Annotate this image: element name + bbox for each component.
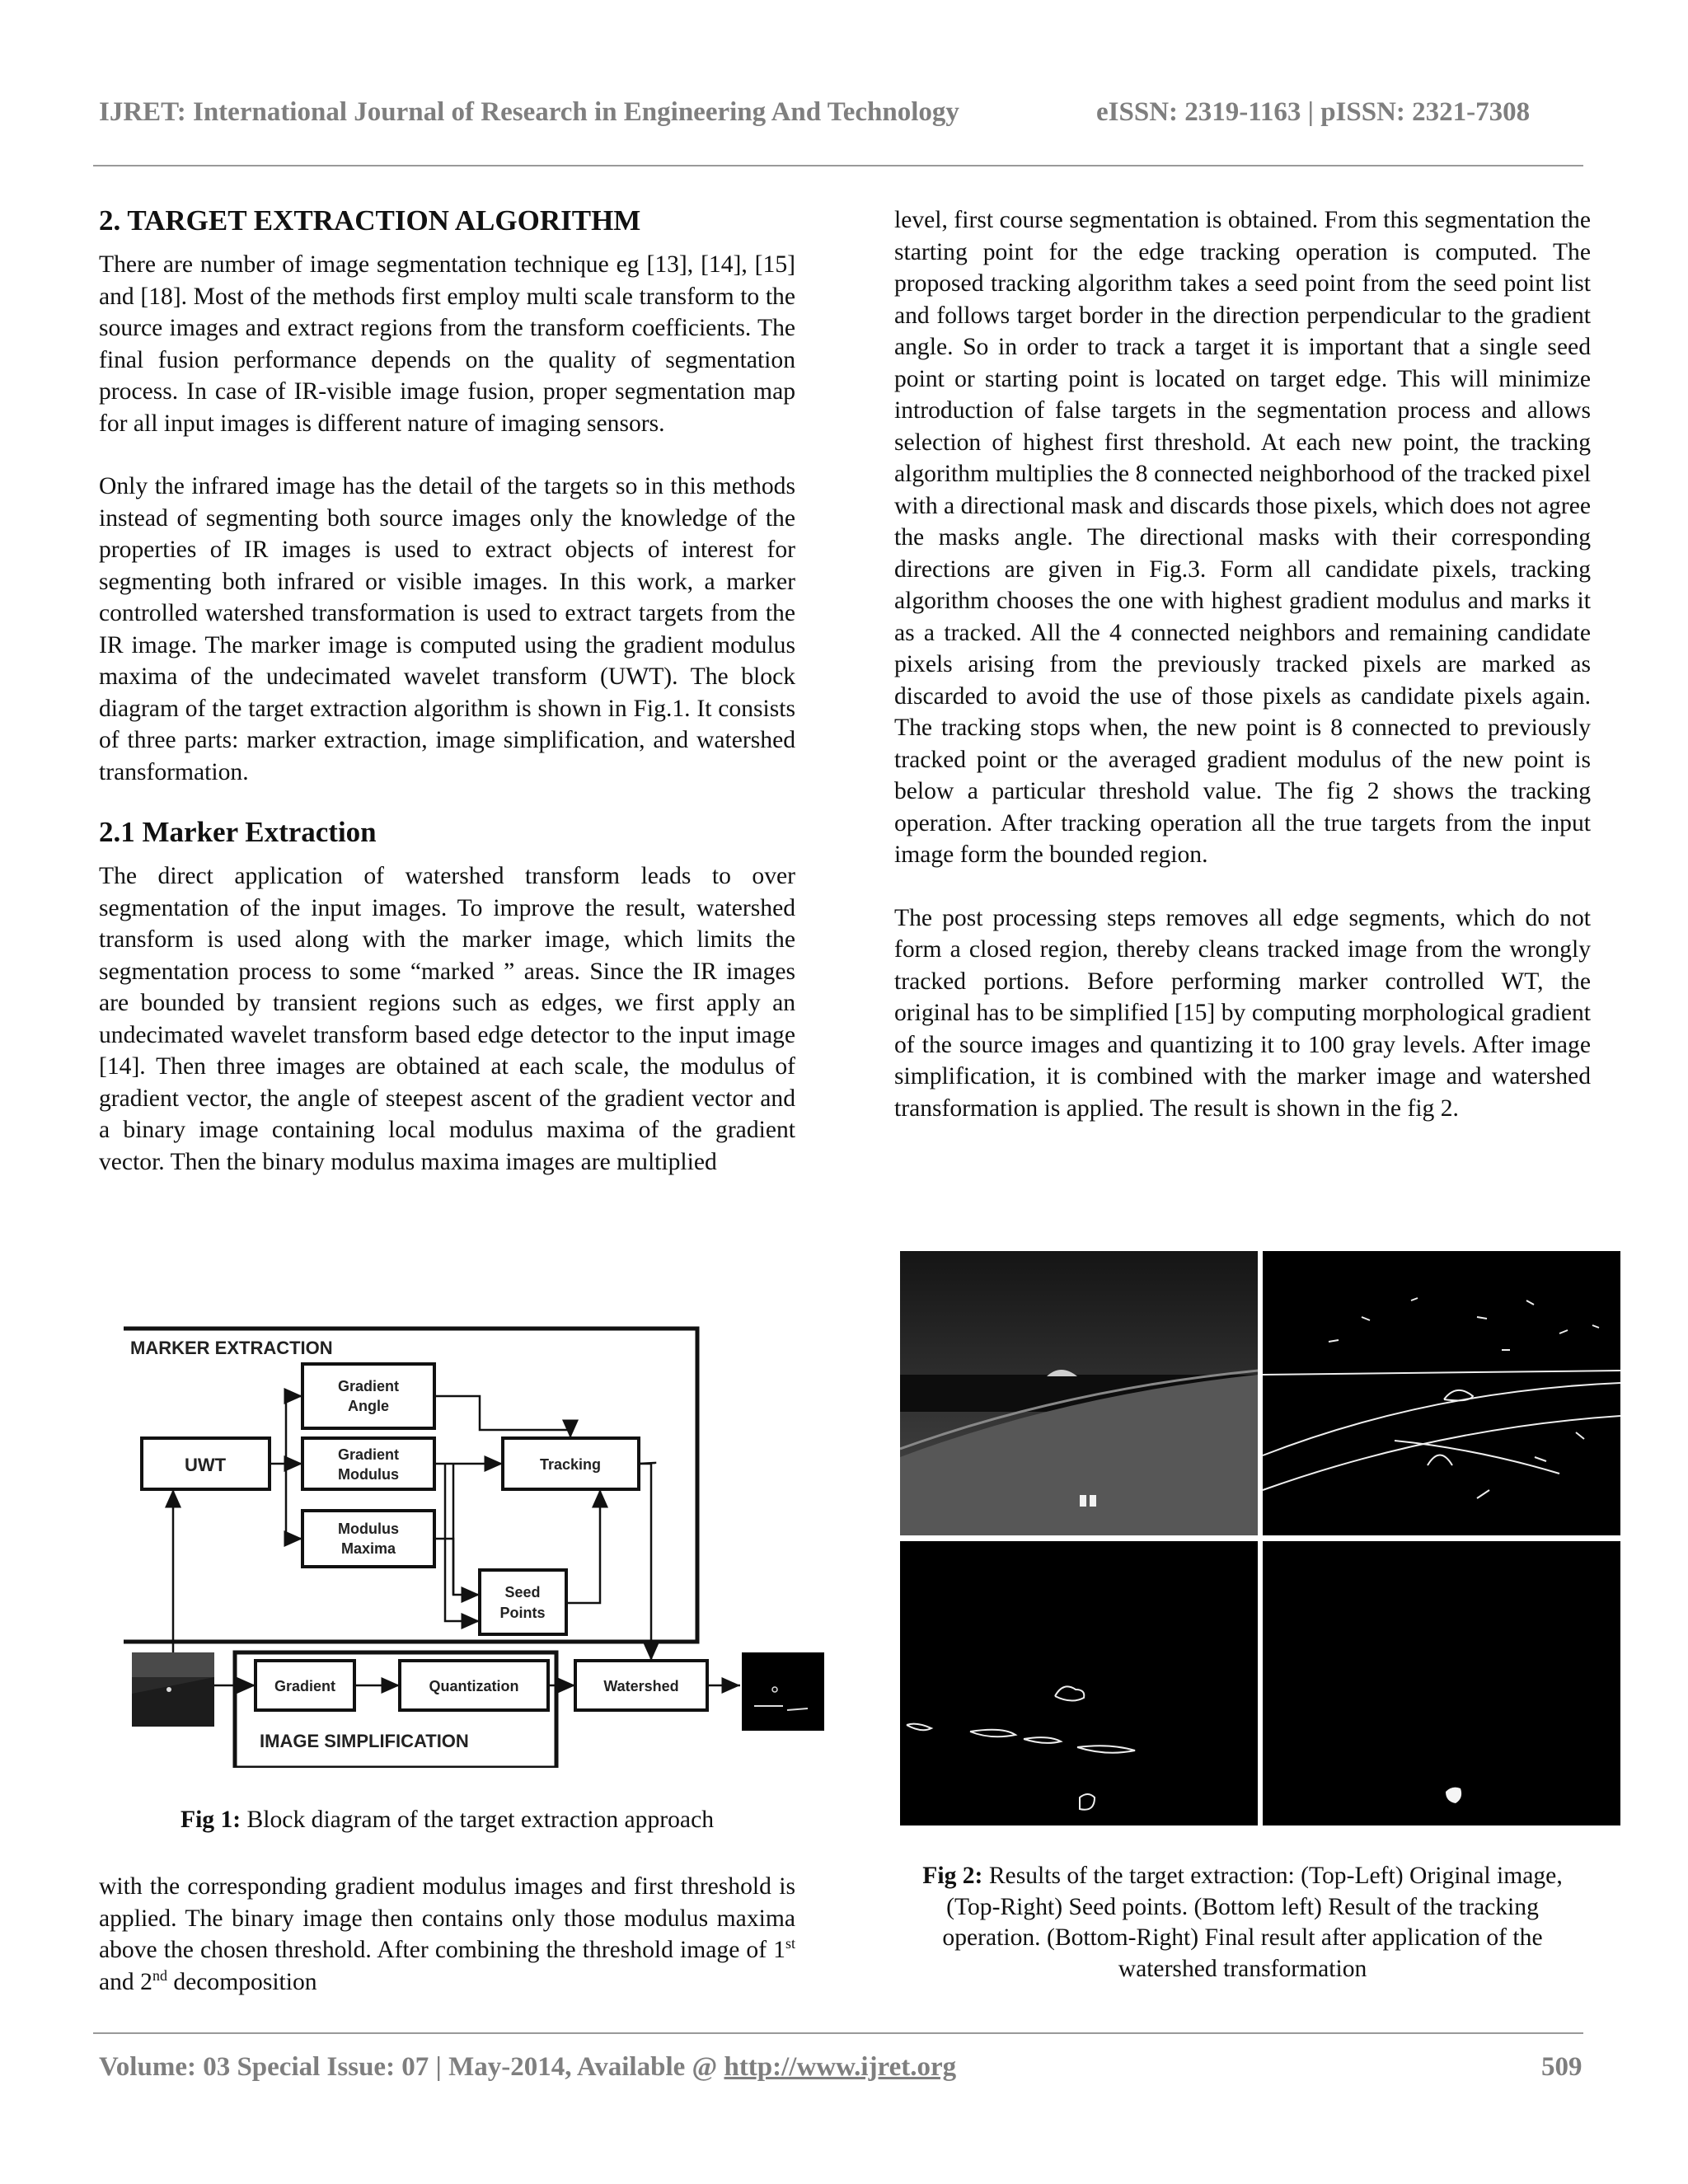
paragraph: level, first course segmentation is obtained. From this segmentation the starting point for the edge tracking operation is computed. The proposed tracking algorithm takes a seed point from the seed point list and follows target border in the direction perpendicular to the gradient angle. So in order to track a target it is important that a single seed point or starting point is located on target edge. This will minimize introduction of false targets in the segmentation process and allows selection of highest first threshold. At each new point, the tracking algorithm multiplies the 8 connected neighborhood of the tracked pixel with a directional mask and discards those pixels, which does not agree the masks angle. The directional masks with their corresponding directions are given in Fig.3. Form all candidate pixels, tracking algorithm chooses the one with highest gradient modulus and marks it as a tracked. All the 4 connected neighbors and remaining candidate pixels arising from the previously tracked pixels are marked as discarded to avoid the use of those pixels as candidate pixels again. The tracking stops when, the new point is 8 connected to previously tracked point or the averaged gradient modulus of the new point is below a particular threshold value. The fig 2 shows the tracking operation. After tracking operation all the true targets from the input image form the bounded region. [894,207,1591,868]
fig1-caption-text: Block diagram of the target extraction approach [241,1807,714,1833]
journal-title: IJRET: International Journal of Research in Engineering And Technology [99,97,959,127]
fig1-block-diagram [124,1323,832,1768]
fig2-caption [894,1861,1591,1985]
marker-extraction-frame [124,1329,697,1642]
left-column [99,204,795,1178]
gradient-angle-label: Angle [347,1398,390,1414]
footer-volume [99,2052,956,2083]
paragraph-text: and 2 [99,1968,152,1995]
fig1-label: Fig 1: [181,1807,241,1833]
output-thumbnail [742,1652,824,1731]
gradient-modulus-label: Gradient [337,1446,400,1463]
paragraph: There are number of image segmentation technique eg [13], [14], [15] and [18]. Most of the methods first employ multi scale transform to the source images and extract regions from the transform coefficients. The final fusion performance depends on the quality of segmentation process. In case of IR-visible image fusion, proper segmentation map for all input images is different nature of imaging sensors. [99,251,795,437]
footer-volume-text: Volume: 03 Special Issue: 07 | May-2014, Available @ [99,2052,724,2082]
page-number: 509 [1541,2052,1582,2082]
tracking-result-image [900,1541,1258,1825]
marker-extraction-title: MARKER EXTRACTION [130,1338,333,1358]
superscript: nd [152,1966,167,1984]
fig2-images [900,1251,1620,1825]
issn: eISSN: 2319-1163 | pISSN: 2321-7308 [1096,97,1531,127]
paragraph [99,1871,795,1998]
modulus-maxima-label: Modulus [338,1521,399,1537]
paragraph-text: decomposition [166,1968,317,1995]
gradient-label: Gradient [274,1678,336,1694]
image-simplification-title: IMAGE SIMPLIFICATION [260,1731,469,1751]
right-column [894,204,1591,1124]
paragraph: The post processing steps removes all edge segments, which do not form a closed region, thereby cleans tracked image from the wrongly tracked portions. Before performing marker controlled WT, the original has to be simplified [15] by computing morphological gradient of the source images and quantizing it to 100 gray levels. After image simplification, it is combined with the marker image and watershed transformation is applied. The result is shown in the fig 2. [894,904,1591,1122]
gradient-modulus-label: Modulus [338,1466,399,1483]
subsection-title: 2.1 Marker Extraction [99,816,377,848]
modulus-maxima-label: Maxima [340,1540,396,1557]
modulus-maxima-block [302,1511,434,1567]
fig2-image-grid [900,1251,1620,1825]
fig2-label: Fig 2: [922,1863,983,1889]
final-result-image [1263,1541,1620,1825]
header-rule [93,165,1583,166]
section-title: 2. TARGET EXTRACTION ALGORITHM [99,204,641,237]
left-column-continued [99,1871,795,1998]
superscript: st [785,1935,795,1952]
seed-points-label: Points [499,1605,546,1621]
paragraph: The direct application of watershed transform leads to over segmentation of the input images. To improve the result, watershed transform is used along with the marker image, which limits the segmentation process to some “marked ” areas. Since the IR images are bounded by transient regions such as edges, we first apply an undecimated wavelet transform based edge detector to the input image [14]. Then three images are obtained at each scale, the modulus of gradient vector, the angle of steepest ascent of the gradient vector and a binary image containing local modulus maxima of the gradient vector. Then the binary modulus maxima images are multiplied [99,863,795,1175]
quantization-label: Quantization [429,1678,519,1694]
gradient-angle-block [302,1364,434,1428]
fig2-caption-text: Results of the target extraction: (Top-Left) Original image, (Top-Right) Seed points. (Bottom left) Result of the tracking operation. (Bottom-Right) Final result after application of the watershed transformation [942,1863,1563,1982]
tracking-label: Tracking [539,1456,602,1473]
footer-rule [93,2032,1583,2034]
seed-points-block [480,1570,566,1634]
watershed-label: Watershed [603,1678,679,1694]
gradient-angle-label: Gradient [337,1378,400,1394]
paragraph-text: with the corresponding gradient modulus images and first threshold is applied. The binary image then contains only those modulus maxima above the chosen threshold. After combining the threshold image of 1 [99,1873,795,1963]
fig1-caption [99,1805,795,1836]
uwt-label: UWT [184,1455,227,1475]
seed-points-label: Seed [504,1584,541,1601]
journal-url-link[interactable]: http://www.ijret.org [724,2052,957,2082]
seed-points-image [1263,1251,1620,1535]
paragraph: Only the infrared image has the detail of the targets so in this methods instead of segmenting both source images only the knowledge of the properties of IR images is used to extract objects of interest for segmenting both infrared or visible images. In this work, a marker controlled watershed transformation is used to extract targets from the IR image. The marker image is computed using the gradient modulus maxima of the undecimated wavelet transform (UWT). The block diagram of the target extraction algorithm is shown in Fig.1. It consists of three parts: marker extraction, image simplification, and watershed transformation. [99,473,795,785]
